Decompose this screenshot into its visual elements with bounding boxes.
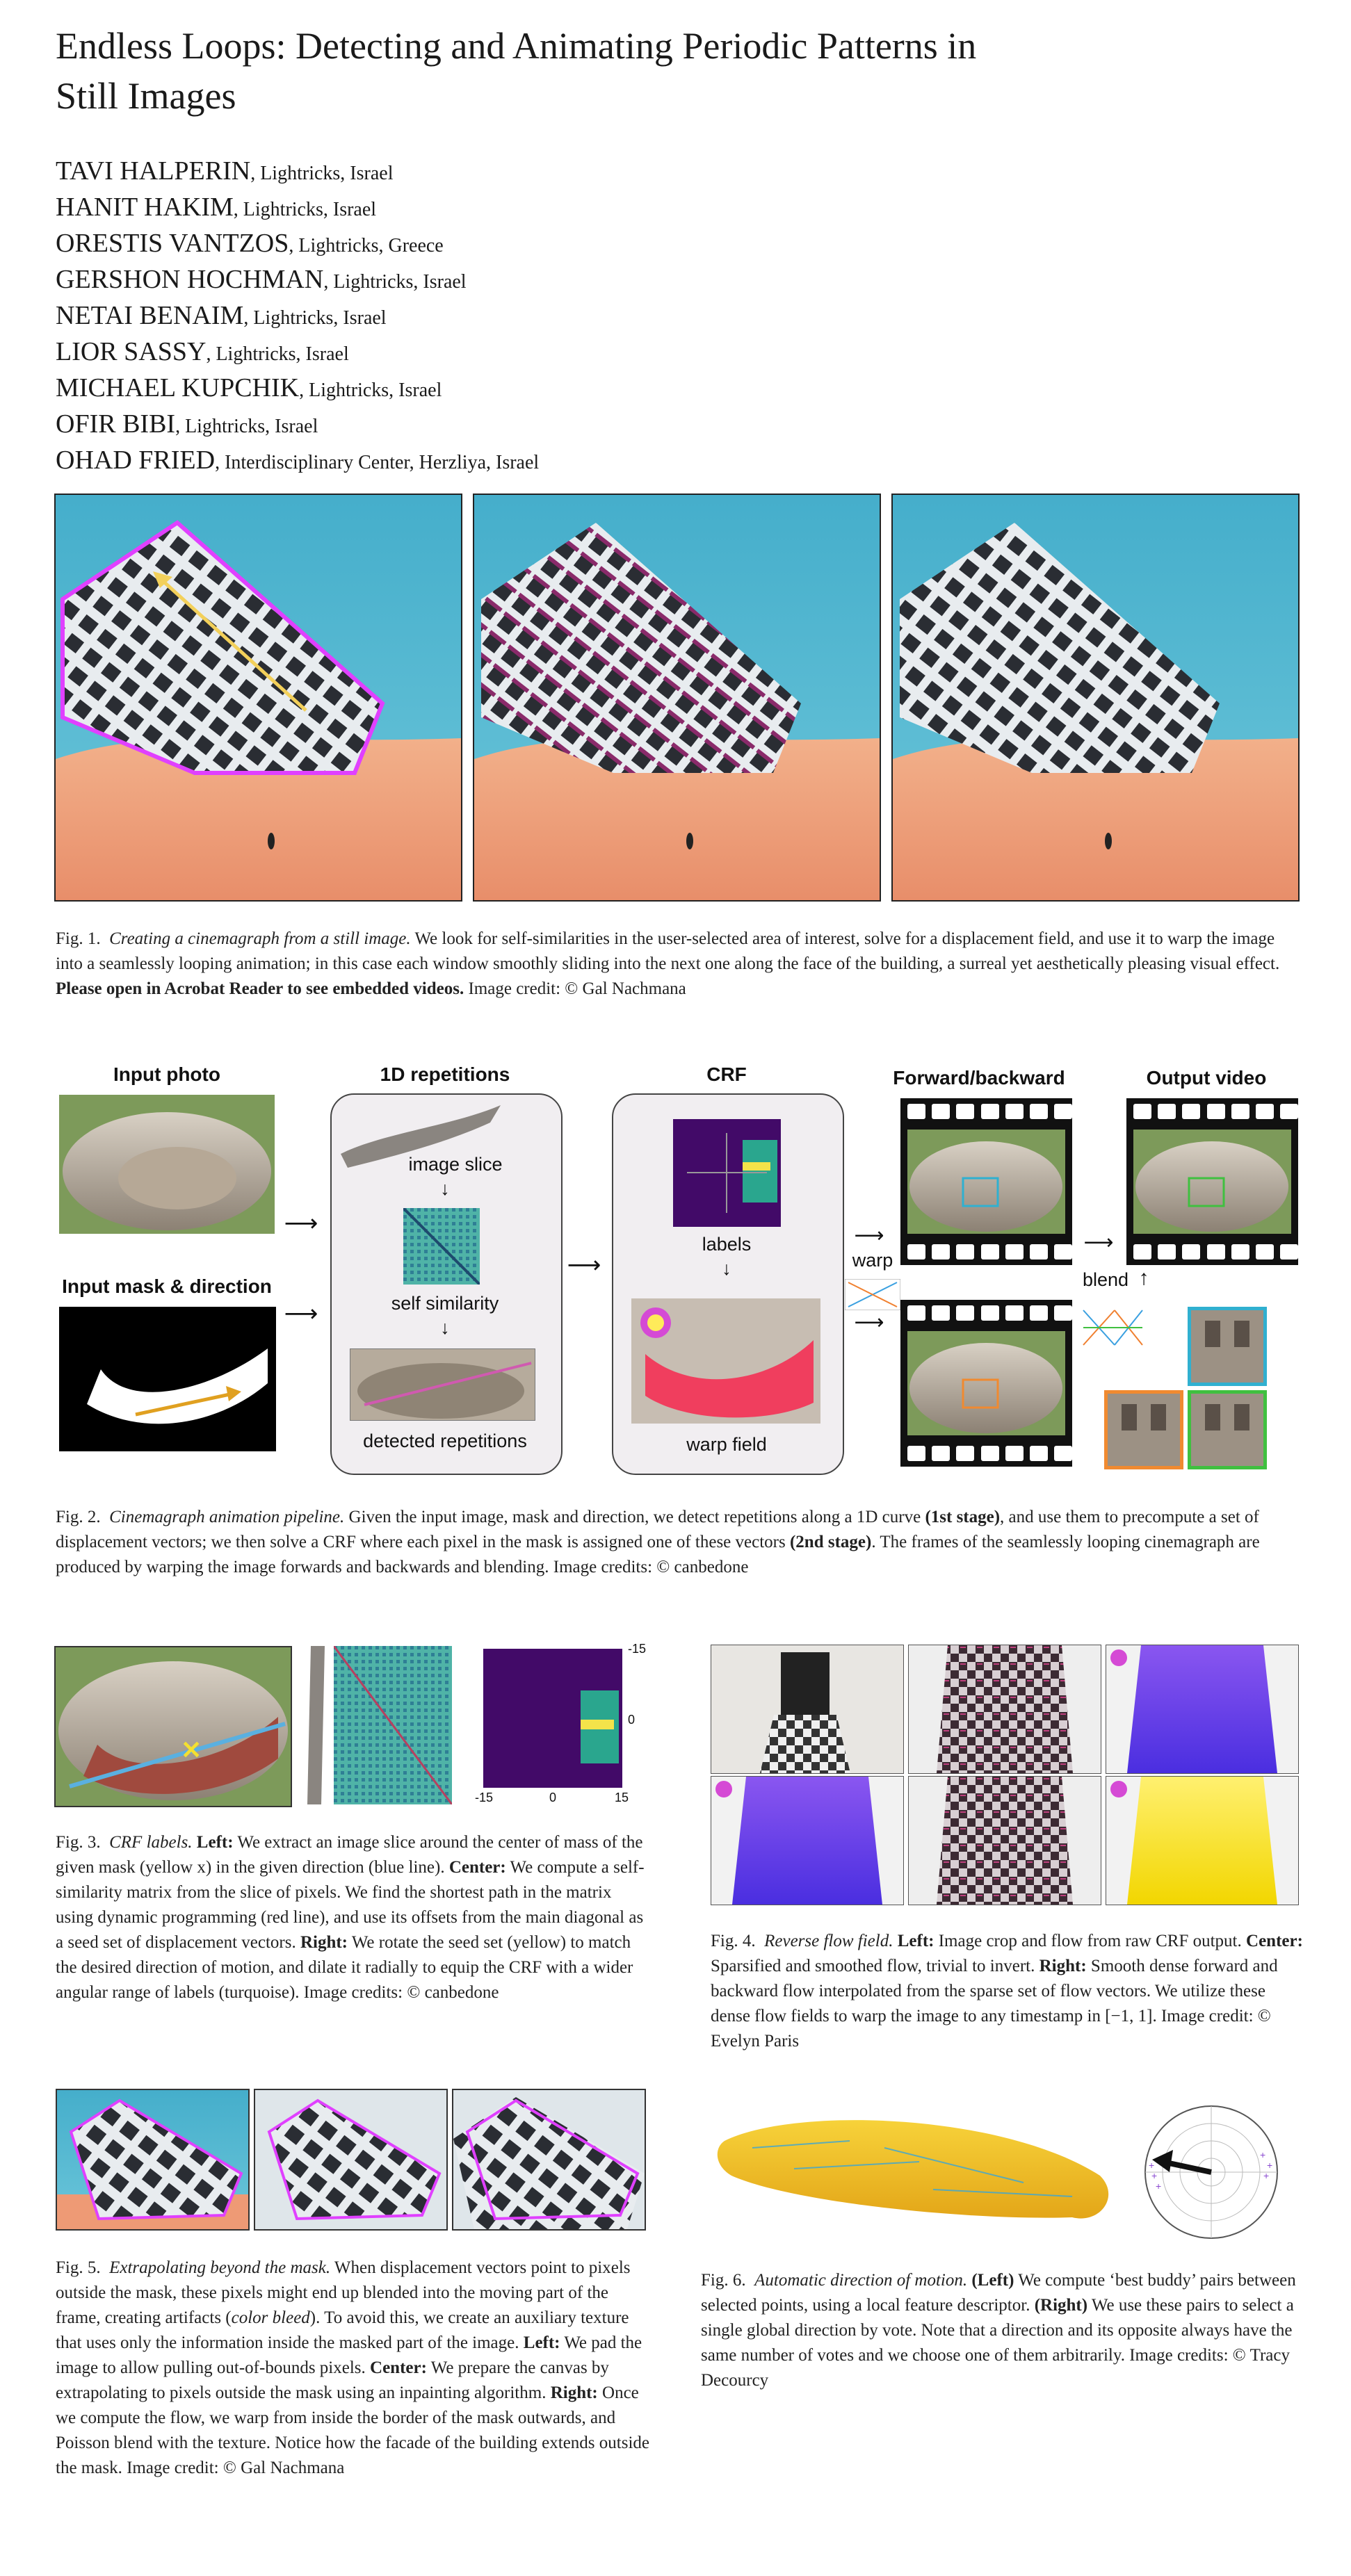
film-sprocket-hole: [956, 1446, 974, 1461]
fig4-raw-flow[interactable]: [711, 1776, 904, 1905]
crf-labels-plot[interactable]: [673, 1119, 781, 1227]
film-sprocket-hole: [1207, 1104, 1225, 1119]
y-tick-mid: 0: [628, 1713, 636, 1727]
input-photo[interactable]: [59, 1095, 275, 1234]
svg-text:+: +: [1151, 2170, 1158, 2181]
fig1-caption: Fig. 1. Creating a cinemagraph from a still image. We look for self-similarities in the user-selected area of interest, solve for a displacement field, and use it to warp the image into a seamlessly looping animation; in this case each window smoothly sliding into the next one along the face of the building, a surreal yet aesthetically pleasing visual effect. Please open in Acrobat Reader to see embedded videos. Image credit: © Gal Nachmana: [56, 929, 1280, 998]
fig5-caption: Fig. 5. Extrapolating beyond the mask. When displacement vectors point to pixels outside the mask, these pixels might end up blended into the moving part of the frame, creating artifacts (color bleed). To avoid this, we create an auxiliary texture that uses only the information inside the masked part of the image. Left: We pad the image to allow pulling out-of-bounds pixels. Center: We prepare the canvas by extrapolating to pixels outside the mask using an inpainting algorithm. Right: Once we compute the flow, we warp from inside the border of the mask outwards, and Poisson blend with the texture. Notice how the facade of the building extends outside the mask. Image credit: © Gal Nachmana: [56, 2258, 649, 2477]
fig6-corn-image[interactable]: [711, 2099, 1128, 2231]
film-sprocket-hole: [1133, 1104, 1151, 1119]
film-sprocket-hole: [1280, 1104, 1298, 1119]
output-film-frame[interactable]: [1126, 1098, 1298, 1265]
warp-field-label: warp field: [686, 1434, 767, 1455]
arrow-icon: ⟶: [1083, 1231, 1114, 1254]
input-mask[interactable]: [59, 1307, 276, 1451]
film-sprocket-hole: [981, 1104, 999, 1119]
fig2-caption: Fig. 2. Cinemagraph animation pipeline. Given the input image, mask and direction, we detect repetitions along a 1D curve (1st stage), and use them to precompute a set of displacement vectors; we then solve a CRF where each pixel in the mask is assigned one of these vectors (2nd stage). The frames of the seamlessly looping cinemagraph are produced by warping the image forwards and backwards and blending. Image credits: © canbedone: [56, 1508, 1260, 1576]
author-row: NETAI BENAIM, Lightricks, Israel: [56, 301, 387, 330]
film-sprocket-hole: [1280, 1244, 1298, 1260]
crf-label: CRF: [706, 1063, 747, 1085]
film-sprocket-hole: [1256, 1104, 1274, 1119]
film-sprocket-hole: [956, 1244, 974, 1260]
blend-crop-forward[interactable]: [1188, 1307, 1267, 1386]
svg-text:+: +: [1156, 2180, 1162, 2192]
self-similarity-matrix[interactable]: [403, 1208, 480, 1285]
film-sprocket-hole: [956, 1104, 974, 1119]
author-row: OHAD FRIED, Interdisciplinary Center, Herzliya, Israel: [56, 446, 540, 475]
fig5-padded-image[interactable]: [56, 2089, 250, 2231]
film-sprocket-hole: [1054, 1305, 1072, 1321]
fig4-image-crop[interactable]: [711, 1645, 904, 1774]
film-sprocket-hole: [1030, 1104, 1048, 1119]
forward-film-frame[interactable]: [900, 1098, 1072, 1265]
fig3-slice-image[interactable]: [54, 1646, 292, 1807]
paper-title: [56, 21, 1238, 121]
warp-field-thumb[interactable]: [631, 1298, 820, 1424]
image-slice-label: image slice: [408, 1154, 503, 1175]
svg-text:✕: ✕: [181, 1736, 202, 1764]
down-arrow-icon: ↓: [722, 1258, 731, 1279]
fig4-sparse-flow-b[interactable]: [908, 1776, 1101, 1905]
film-sprocket-hole: [932, 1305, 950, 1321]
author-row: OFIR BIBI, Lightricks, Israel: [56, 409, 318, 439]
film-sprocket-hole: [1054, 1446, 1072, 1461]
film-sprocket-hole: [1030, 1446, 1048, 1461]
author-row: LIOR SASSY, Lightricks, Israel: [56, 337, 349, 366]
film-sprocket-hole: [956, 1305, 974, 1321]
blend-crop-output[interactable]: [1188, 1390, 1267, 1469]
author-row: GERSHON HOCHMAN, Lightricks, Israel: [56, 265, 467, 294]
title-line-1: Endless Loops: Detecting and Animating Periodic Patterns in: [56, 25, 977, 67]
down-arrow-icon: ↓: [440, 1317, 450, 1338]
y-tick-top: -15: [628, 1642, 647, 1656]
title-line-2: Still Images: [56, 75, 236, 117]
fig5-warped-result[interactable]: [452, 2089, 646, 2231]
fig1-panel-displacement[interactable]: [473, 494, 881, 902]
arrow-icon: ⟶: [854, 1311, 884, 1334]
fig5-inpainted-canvas[interactable]: [254, 2089, 448, 2231]
detected-repetitions-thumb[interactable]: [350, 1348, 535, 1421]
film-sprocket-hole: [932, 1244, 950, 1260]
fig3-self-similarity-matrix[interactable]: [334, 1646, 452, 1804]
author-row: MICHAEL KUPCHIK, Lightricks, Israel: [56, 373, 442, 402]
film-sprocket-hole: [932, 1446, 950, 1461]
fig6-direction-polar-plot[interactable]: [1142, 2103, 1281, 2242]
fig1-panel-input[interactable]: [54, 494, 462, 902]
backward-film-frame[interactable]: [900, 1300, 1072, 1467]
film-sprocket-hole: [1158, 1104, 1176, 1119]
svg-text:+: +: [1260, 2149, 1266, 2160]
svg-text:+: +: [1267, 2160, 1273, 2171]
film-sprocket-hole: [907, 1446, 925, 1461]
fig4-dense-flow-a[interactable]: [1106, 1645, 1299, 1774]
film-sprocket-hole: [1231, 1244, 1249, 1260]
arrow-icon: ⟶: [854, 1224, 884, 1247]
blend-graph-icon: [1076, 1303, 1146, 1352]
looping-output-image: [893, 495, 1298, 900]
author-list: [56, 154, 1029, 480]
input-mask-label: Input mask & direction: [62, 1275, 272, 1297]
fig4-sparse-flow-a[interactable]: [908, 1645, 1101, 1774]
fig3-slice-strip[interactable]: [304, 1646, 330, 1804]
film-sprocket-hole: [981, 1305, 999, 1321]
film-sprocket-hole: [1231, 1104, 1249, 1119]
warp-graph-icon: [845, 1279, 900, 1310]
film-sprocket-hole: [1005, 1305, 1024, 1321]
film-sprocket-hole: [1182, 1104, 1200, 1119]
arrow-icon: ⟶: [567, 1252, 601, 1278]
down-arrow-icon: ↓: [440, 1178, 450, 1199]
blend-crop-backward[interactable]: [1104, 1390, 1183, 1469]
film-sprocket-hole: [1054, 1244, 1072, 1260]
film-sprocket-hole: [932, 1104, 950, 1119]
input-photo-label: Input photo: [113, 1063, 220, 1085]
film-sprocket-hole: [1054, 1104, 1072, 1119]
film-sprocket-hole: [1207, 1244, 1225, 1260]
author-row: ORESTIS VANTZOS, Lightricks, Greece: [56, 229, 444, 258]
author-row: HANIT HAKIM, Lightricks, Israel: [56, 193, 377, 222]
forward-backward-label: Forward/backward: [893, 1067, 1065, 1089]
x-tick-right: 15: [615, 1791, 629, 1804]
self-similarity-label: self similarity: [391, 1293, 499, 1314]
film-sprocket-hole: [1005, 1446, 1024, 1461]
svg-text:+: +: [1263, 2170, 1270, 2181]
film-sprocket-hole: [1256, 1244, 1274, 1260]
film-sprocket-hole: [1005, 1244, 1024, 1260]
x-tick-mid: 0: [549, 1791, 557, 1804]
output-video-label: Output video: [1146, 1067, 1267, 1089]
crf-labels-label: labels: [702, 1234, 752, 1255]
fig6-caption: Fig. 6. Automatic direction of motion. (Left) We compute ‘best buddy’ pairs between selected points, using a local feature descriptor. (Right) We use these pairs to select a single global direction by vote. Note that a direction and its opposite always have the same number of votes and we choose one of them arbitrarily. Image credits: © Tracy Decourcy: [701, 2271, 1296, 2390]
film-sprocket-hole: [1030, 1305, 1048, 1321]
film-sprocket-hole: [907, 1104, 925, 1119]
film-sprocket-hole: [907, 1244, 925, 1260]
fig3-caption: Fig. 3. CRF labels. Left: We extract an image slice around the center of mass of the given mask (yellow x) in the given direction (blue line). Center: We compute a self-similarity matrix from the slice of pixels. We find the shortest path in the matrix using dynamic programming (red line), and use its offsets from the main diagonal as a seed set of displacement vectors. Right: We rotate the seed set (yellow) to match the desired direction of motion, and dilate it radially to equip the CRF with a wider angular range of labels (turquoise). Image credits: © canbedone: [56, 1833, 645, 2002]
x-tick-left: -15: [475, 1791, 494, 1804]
fig1-panel-output[interactable]: [891, 494, 1300, 902]
film-sprocket-hole: [1182, 1244, 1200, 1260]
arrow-icon: ⟶: [284, 1301, 318, 1327]
svg-text:+: +: [1149, 2160, 1155, 2171]
film-sprocket-hole: [981, 1446, 999, 1461]
repetitions-label: 1D repetitions: [380, 1063, 510, 1085]
displacement-field-image: [474, 495, 880, 900]
film-sprocket-hole: [1158, 1244, 1176, 1260]
fig3-crf-label-plot[interactable]: [483, 1649, 622, 1788]
film-sprocket-hole: [1005, 1104, 1024, 1119]
warp-label: warp: [852, 1250, 893, 1271]
desert-building-image: [56, 495, 461, 900]
film-sprocket-hole: [1133, 1244, 1151, 1260]
arrow-icon: ⟶: [284, 1210, 318, 1237]
film-sprocket-hole: [981, 1244, 999, 1260]
blend-label: blend: [1082, 1269, 1129, 1290]
film-sprocket-hole: [1030, 1244, 1048, 1260]
author-row: TAVI HALPERIN, Lightricks, Israel: [56, 156, 394, 186]
up-arrow-icon: ↑: [1138, 1266, 1149, 1289]
fig4-dense-flow-b[interactable]: [1106, 1776, 1299, 1905]
film-sprocket-hole: [907, 1305, 925, 1321]
detected-repetitions-label: detected repetitions: [363, 1430, 527, 1451]
fig4-caption: Fig. 4. Reverse flow field. Left: Image crop and flow from raw CRF output. Center: Sparsified and smoothed flow, trivial to invert. Right: Smooth dense forward and backward flow interpolated from the sparse set of flow vectors. We utilize these dense flow fields to warp the image to any timestamp in [−1, 1]. Image credit: © Evelyn Paris: [711, 1932, 1303, 2051]
